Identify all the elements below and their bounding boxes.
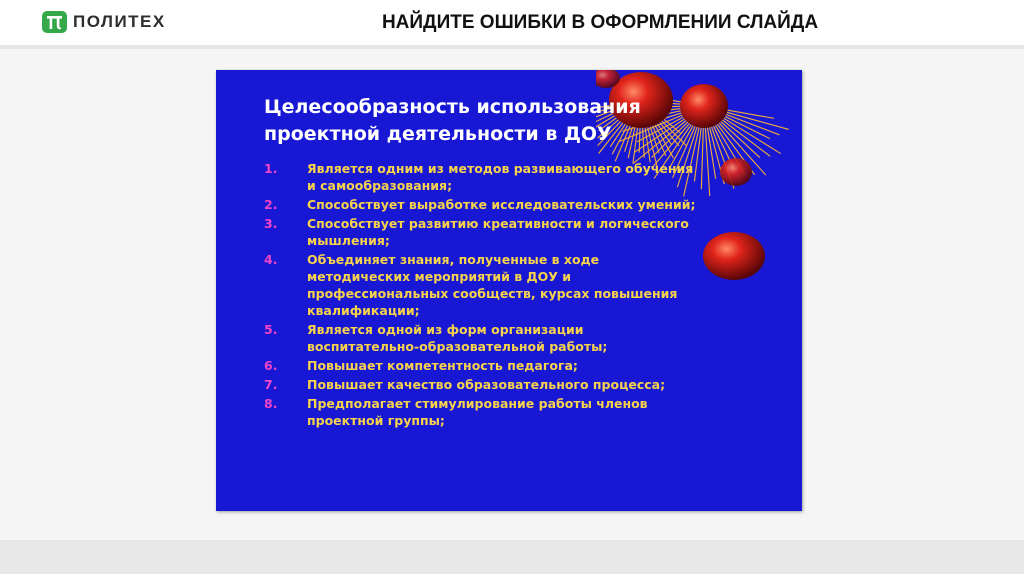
list-item: [264, 321, 764, 355]
bottom-bar: [0, 541, 1024, 574]
item-number: 1.: [264, 161, 278, 176]
item-number: 8.: [264, 396, 278, 411]
page-title: НАЙДИТЕ ОШИБКИ В ОФОРМЛЕНИИ СЛАЙДА: [381, 12, 819, 33]
list-item: [264, 196, 764, 213]
slide: [216, 70, 802, 511]
item-text: Является одной из форм организации воспитательно-образовательной работы;: [307, 322, 608, 354]
item-text: Объединяет знания, полученные в ходе методических мероприятий в ДОУ и профессиональных сообществ, курсах повышения квалификации;: [307, 252, 678, 318]
item-text: Является одним из методов развивающего обучения и самообразования;: [307, 161, 694, 193]
slide-title-line-2: проектной деятельности в ДОУ: [264, 123, 612, 145]
item-number: 3.: [264, 216, 278, 231]
item-text: Повышает качество образовательного процесса;: [307, 377, 666, 392]
item-number: 5.: [264, 322, 278, 337]
logo-text: ПОЛИТЕХ: [73, 12, 166, 31]
list-item: [264, 215, 764, 249]
top-header: [0, 0, 1024, 45]
list-item: [264, 251, 764, 319]
item-number: 6.: [264, 358, 278, 373]
list-item: [264, 357, 764, 374]
item-text: Повышает компетентность педагога;: [307, 358, 578, 373]
slide-list: [264, 160, 764, 431]
logo: [42, 11, 166, 33]
slide-title-line-1: Целесообразность использования: [264, 96, 641, 118]
item-number: 7.: [264, 377, 278, 392]
pi-logo-icon: [42, 11, 67, 33]
item-number: 4.: [264, 252, 278, 267]
list-item: [264, 395, 764, 429]
item-text: Способствует развитию креативности и логического мышления;: [307, 216, 689, 248]
item-text: Способствует выработке исследовательских умений;: [307, 197, 696, 212]
list-item: [264, 160, 764, 194]
slide-title: [264, 94, 744, 148]
item-text: Предполагает стимулирование работы членов проектной группы;: [307, 396, 648, 428]
item-number: 2.: [264, 197, 278, 212]
list-item: [264, 376, 764, 393]
